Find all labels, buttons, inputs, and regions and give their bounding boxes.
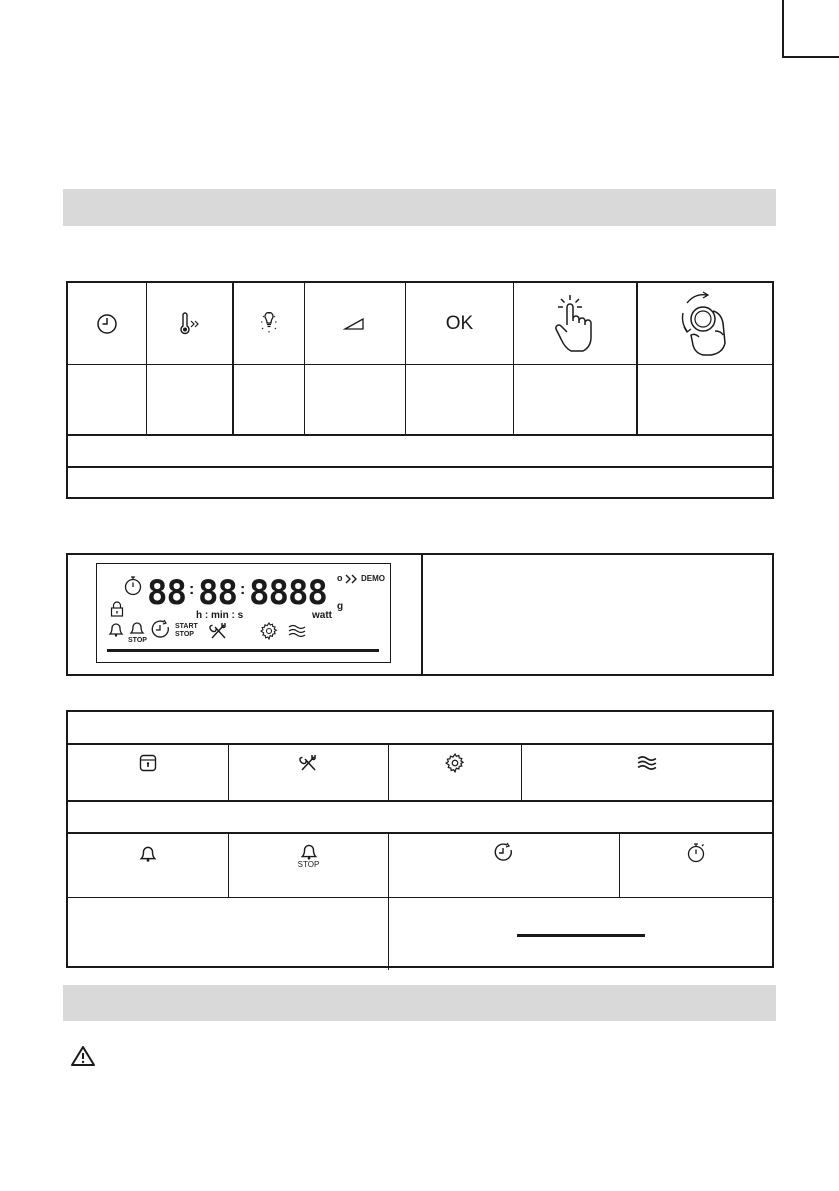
- spoon-fork-icon: [209, 621, 229, 641]
- divider: [68, 364, 772, 365]
- light-cell: [234, 283, 304, 364]
- lock-cell: [68, 745, 228, 781]
- start-label: START: [175, 623, 198, 630]
- bell-stop-label: STOP: [128, 637, 147, 644]
- bell-stop-icon: [129, 620, 145, 636]
- bell-stop-icon: [300, 841, 318, 861]
- stopwatch-icon: [686, 842, 706, 864]
- divider: [68, 897, 772, 898]
- gear-icon: [260, 622, 278, 640]
- stop-label: STOP: [175, 631, 194, 638]
- lcd-display: [96, 563, 391, 663]
- steam-cell: [522, 745, 772, 781]
- divider: [68, 466, 772, 468]
- stopwatch-icon: [123, 575, 143, 597]
- volume-cell: [305, 283, 405, 364]
- demo-label: DEMO: [361, 574, 385, 583]
- bell-stop-cell: [229, 836, 388, 874]
- steam-icon: [288, 624, 306, 638]
- touch-icon: [550, 293, 600, 355]
- fast-heat-icon: [345, 574, 361, 584]
- divider: [68, 832, 772, 834]
- timer-start-icon: [150, 619, 172, 641]
- divider: [68, 434, 772, 436]
- clock-cell: [68, 283, 146, 364]
- ok-cell: [406, 283, 513, 364]
- control-panel-table: [66, 281, 774, 499]
- crop-mark-right: [784, 56, 839, 58]
- bell-icon: [108, 620, 124, 638]
- divider: [68, 800, 772, 802]
- gear-cell: [389, 745, 521, 781]
- gear-icon: [445, 753, 465, 773]
- lcd-progress-bar: [107, 649, 379, 652]
- volume-icon: [343, 317, 367, 331]
- bell-icon: [139, 842, 157, 864]
- display-digits-seconds: 8888: [249, 573, 327, 613]
- lock-icon: [110, 601, 124, 617]
- timer-start-icon: [493, 842, 515, 864]
- touch-cell: [514, 283, 636, 364]
- temperature-icon: [176, 312, 204, 336]
- display-digits-minutes: 88: [198, 573, 237, 613]
- steam-icon: [637, 755, 657, 771]
- section-header-band: [63, 985, 776, 1021]
- spoon-fork-icon: [299, 753, 319, 773]
- bell-stop-label: STOP: [297, 860, 320, 869]
- clock-icon: [96, 313, 118, 335]
- gram-label: g: [337, 601, 344, 612]
- light-icon: [257, 312, 281, 336]
- bell-cell: [68, 836, 228, 870]
- colon-separator: :: [189, 581, 195, 598]
- spoon-fork-cell: [229, 745, 388, 781]
- knob-icon: [673, 291, 737, 357]
- indicators-table: [66, 710, 774, 968]
- temperature-cell: [147, 283, 232, 364]
- section-header-band: [63, 189, 776, 226]
- colon-separator: :: [240, 581, 246, 598]
- warning-triangle-icon: [70, 1045, 96, 1067]
- progress-bar-sample: [517, 934, 645, 937]
- watt-label: watt: [312, 610, 332, 621]
- ok-icon: OK: [445, 312, 474, 334]
- timer-start-cell: [389, 836, 619, 870]
- crop-mark-top: [782, 0, 784, 58]
- divider: [421, 555, 423, 674]
- knob-cell: [638, 283, 772, 364]
- display-digits-hours: 88: [147, 573, 186, 613]
- time-unit-label: h : min : s: [196, 610, 244, 621]
- degree-symbol: o: [337, 573, 343, 583]
- stopwatch-cell: [620, 836, 772, 870]
- lock-icon: [139, 754, 157, 772]
